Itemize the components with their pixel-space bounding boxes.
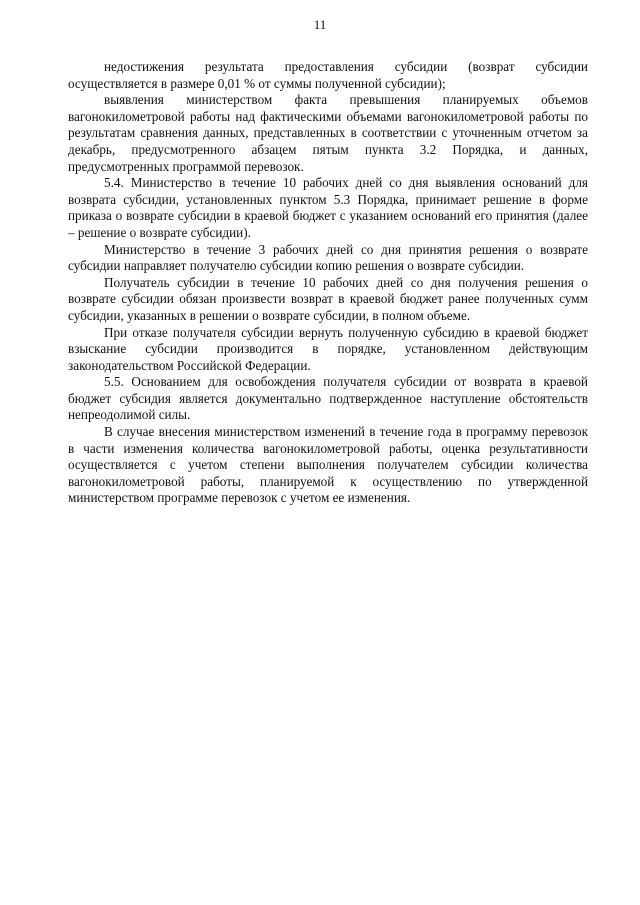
paragraph-decision-copy: Министерство в течение 3 рабочих дней со дня принятия решения о возврате субсидии направляет получателю субсидии копию решения о возврате субсидии. [68, 241, 588, 274]
paragraph-program-changes: В случае внесения министерством изменений в течение года в программу перевозок в части изменения количества вагонокилометровой работы, оценка результативности осуществляется с учетом степени выполнения получателем субсидии количества вагонокилометровой работы, планируемой к осуществлению по утвержденной министерством программе перевозок с учетом ее изменения. [68, 424, 588, 506]
page-number: 11 [313, 17, 327, 32]
paragraph-grounds-excess-volume: выявления министерством факта превышения планируемых объемов вагонокилометровой работы над фактическими объемами вагонокилометровой работы по результатам сравнения данных, представленных в соответствии с уточненным отчетом за декабрь, предусмотренного абзацем пятым пункта 3.2 Порядка, и данных, предусмотренных программой перевозок. [68, 92, 588, 174]
paragraph-grounds-nonachievement: недостижения результата предоставления субсидии (возврат субсидии осуществляется в размере 0,01 % от суммы полученной субсидии); [68, 59, 588, 91]
document-body [68, 59, 588, 507]
paragraph-5-5-force-majeure: 5.5. Основанием для освобождения получателя субсидии от возврата в краевой бюджет субсидия является документально подтвержденное наступление обстоятельств непреодолимой силы. [68, 374, 588, 423]
paragraph-recipient-obligation: Получатель субсидии в течение 10 рабочих дней со дня получения решения о возврате субсидии обязан произвести возврат в краевой бюджет ранее полученных сумм субсидии, указанных в решении о возврате субсидии, в полном объеме. [68, 274, 588, 323]
paragraph-refusal-recovery: При отказе получателя субсидии вернуть полученную субсидию в краевой бюджет взыскание субсидии производится в порядке, установленном действующим законодательством Российской Федерации. [68, 324, 588, 373]
paragraph-5-4-return-decision: 5.4. Министерство в течение 10 рабочих дней со дня выявления оснований для возврата субсидии, установленных пунктом 5.3 Порядка, принимает решение в форме приказа о возврате субсидии в краевой бюджет с указанием оснований его принятия (далее – решение о возврате субсидии). [68, 175, 588, 240]
